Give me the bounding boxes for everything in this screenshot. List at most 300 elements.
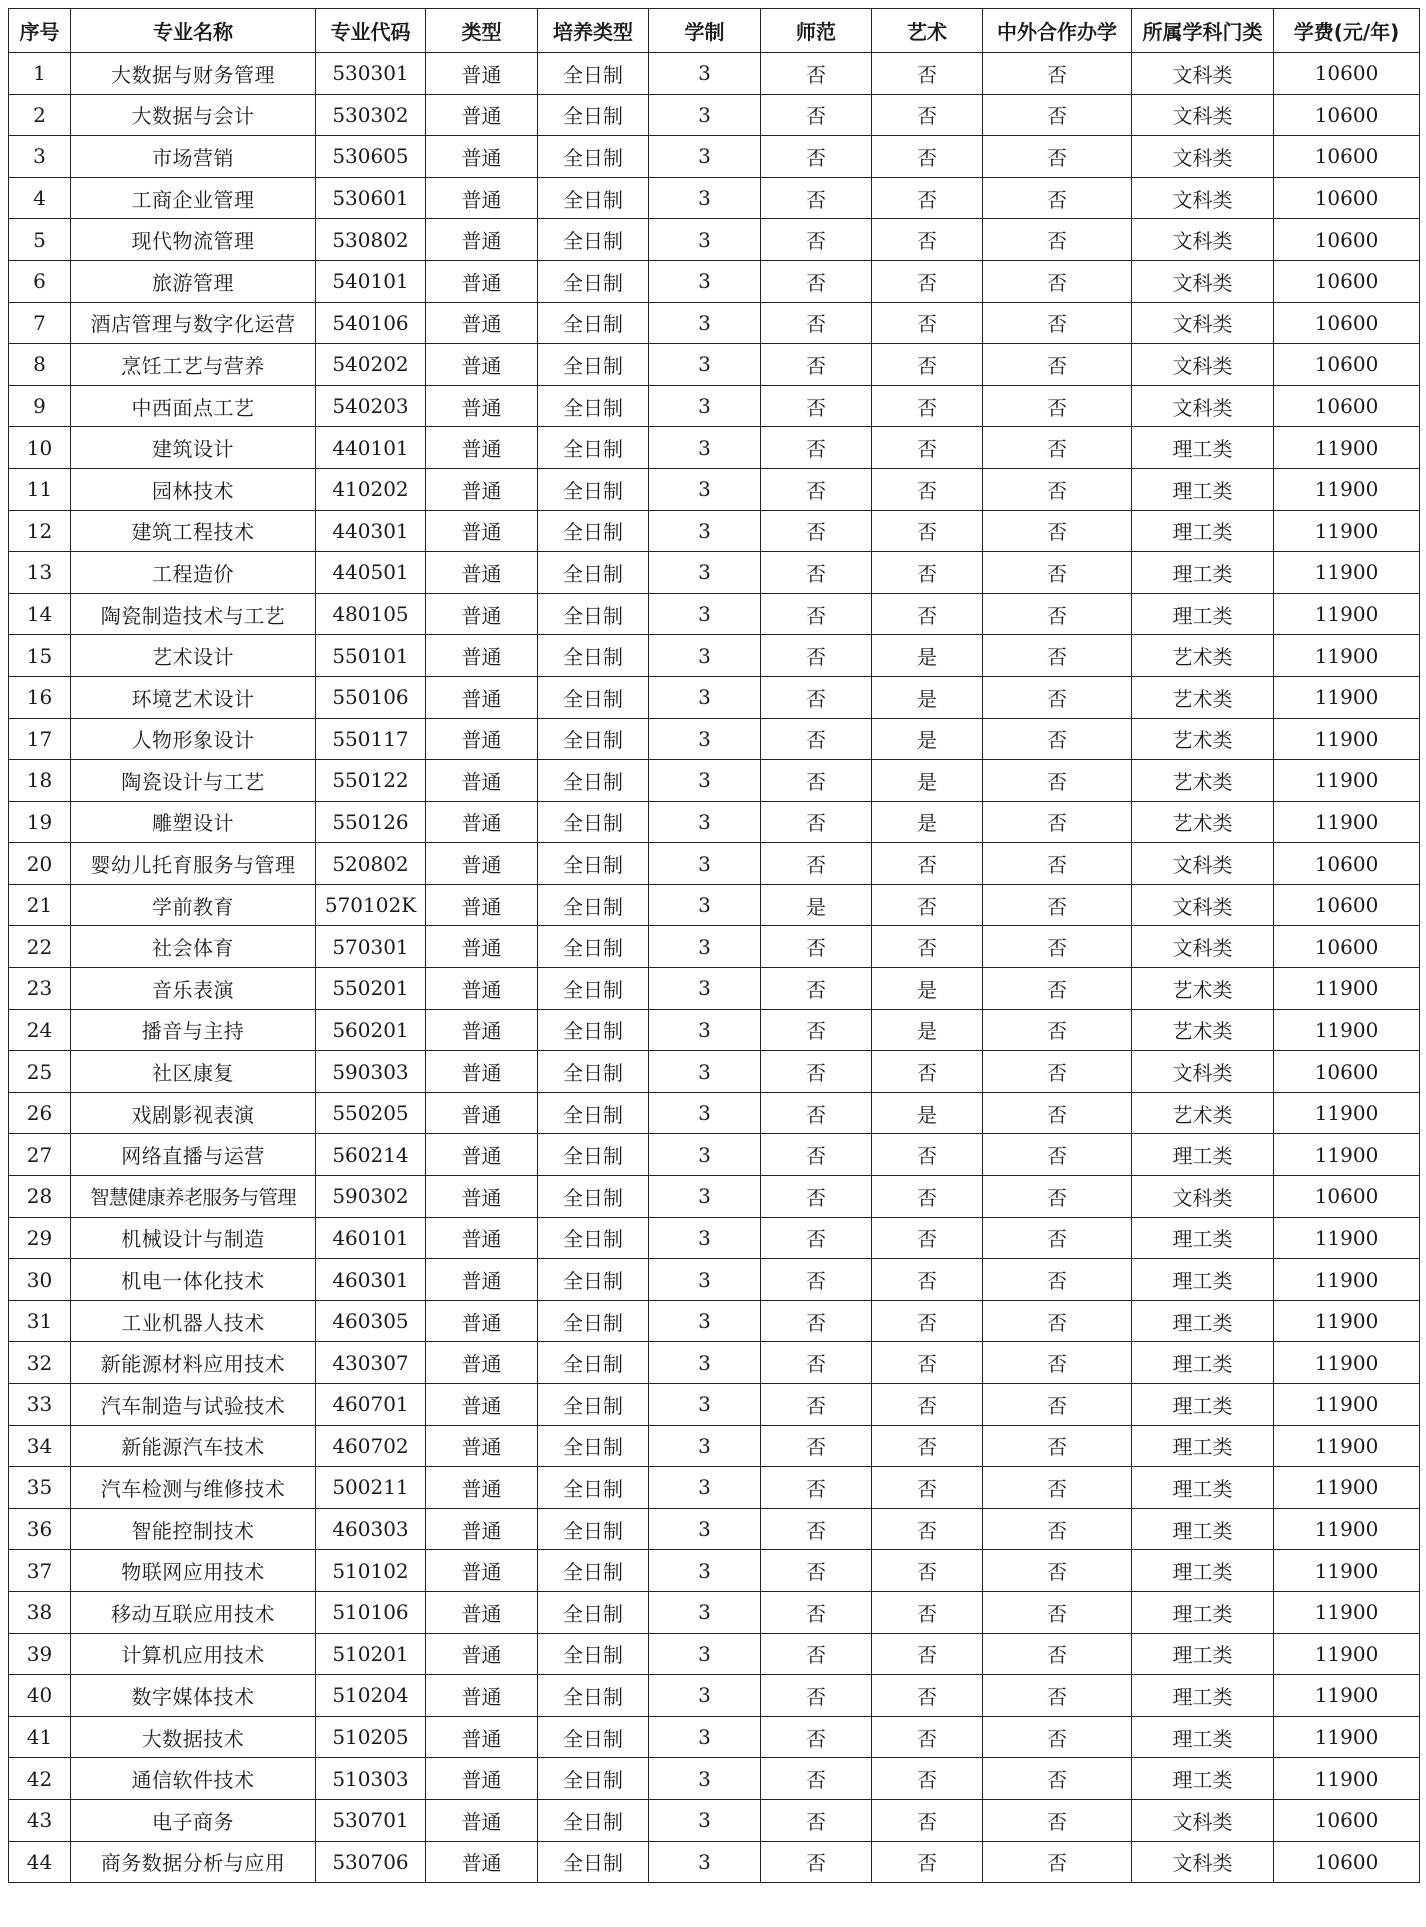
duration-cell: 3 [649, 177, 761, 219]
art-cell: 否 [872, 510, 983, 552]
sino-foreign-cell: 否 [983, 427, 1132, 469]
major-code-cell: 550126 [316, 801, 426, 843]
art-cell: 否 [872, 1176, 983, 1218]
index-cell: 11 [9, 468, 71, 510]
tuition-cell: 10600 [1274, 260, 1420, 302]
normal-cell: 否 [761, 760, 872, 802]
tuition-cell: 11900 [1274, 510, 1420, 552]
training-type-cell: 全日制 [538, 884, 649, 926]
discipline-cell: 文科类 [1132, 219, 1274, 261]
discipline-cell: 理工类 [1132, 1508, 1274, 1550]
duration-cell: 3 [649, 1092, 761, 1134]
duration-cell: 3 [649, 510, 761, 552]
art-cell: 否 [872, 1259, 983, 1301]
sino-foreign-cell: 否 [983, 219, 1132, 261]
training-type-cell: 全日制 [538, 1425, 649, 1467]
training-type-cell: 全日制 [538, 94, 649, 136]
sino-foreign-cell: 否 [983, 1425, 1132, 1467]
major-name-cell: 艺术设计 [71, 635, 316, 677]
normal-cell: 否 [761, 1633, 872, 1675]
art-cell: 否 [872, 1591, 983, 1633]
type-cell: 普通 [426, 53, 538, 95]
discipline-cell: 理工类 [1132, 1550, 1274, 1592]
tuition-cell: 11900 [1274, 1134, 1420, 1176]
art-cell: 否 [872, 1508, 983, 1550]
major-name-cell: 播音与主持 [71, 1009, 316, 1051]
tuition-cell: 11900 [1274, 427, 1420, 469]
art-cell: 否 [872, 1051, 983, 1093]
tuition-cell: 11900 [1274, 1716, 1420, 1758]
type-cell: 普通 [426, 1217, 538, 1259]
header-tuition: 学费(元/年) [1274, 9, 1420, 53]
major-code-cell: 590303 [316, 1051, 426, 1093]
major-name-cell: 建筑工程技术 [71, 510, 316, 552]
discipline-cell: 理工类 [1132, 1425, 1274, 1467]
discipline-cell: 理工类 [1132, 1259, 1274, 1301]
discipline-cell: 文科类 [1132, 385, 1274, 427]
discipline-cell: 文科类 [1132, 926, 1274, 968]
duration-cell: 3 [649, 968, 761, 1010]
tuition-cell: 11900 [1274, 801, 1420, 843]
normal-cell: 否 [761, 1841, 872, 1883]
tuition-cell: 10600 [1274, 94, 1420, 136]
major-name-cell: 物联网应用技术 [71, 1550, 316, 1592]
normal-cell: 否 [761, 635, 872, 677]
normal-cell: 否 [761, 718, 872, 760]
table-row [9, 1217, 1420, 1259]
tuition-cell: 11900 [1274, 1384, 1420, 1426]
major-code-cell: 590302 [316, 1176, 426, 1218]
index-cell: 6 [9, 260, 71, 302]
discipline-cell: 文科类 [1132, 1841, 1274, 1883]
sino-foreign-cell: 否 [983, 1716, 1132, 1758]
major-code-cell: 460303 [316, 1508, 426, 1550]
duration-cell: 3 [649, 1550, 761, 1592]
discipline-cell: 文科类 [1132, 53, 1274, 95]
sino-foreign-cell: 否 [983, 1092, 1132, 1134]
major-code-cell: 570301 [316, 926, 426, 968]
table-row [9, 593, 1420, 635]
art-cell: 否 [872, 94, 983, 136]
duration-cell: 3 [649, 1176, 761, 1218]
type-cell: 普通 [426, 385, 538, 427]
major-name-cell: 社会体育 [71, 926, 316, 968]
discipline-cell: 文科类 [1132, 260, 1274, 302]
training-type-cell: 全日制 [538, 1300, 649, 1342]
duration-cell: 3 [649, 552, 761, 594]
table-row [9, 1425, 1420, 1467]
sino-foreign-cell: 否 [983, 926, 1132, 968]
table-row [9, 1841, 1420, 1883]
duration-cell: 3 [649, 1467, 761, 1509]
discipline-cell: 艺术类 [1132, 801, 1274, 843]
header-training-type: 培养类型 [538, 9, 649, 53]
training-type-cell: 全日制 [538, 760, 649, 802]
major-name-cell: 园林技术 [71, 468, 316, 510]
sino-foreign-cell: 否 [983, 1550, 1132, 1592]
art-cell: 否 [872, 385, 983, 427]
tuition-cell: 11900 [1274, 468, 1420, 510]
type-cell: 普通 [426, 510, 538, 552]
sino-foreign-cell: 否 [983, 1467, 1132, 1509]
major-code-cell: 530706 [316, 1841, 426, 1883]
major-name-cell: 大数据与会计 [71, 94, 316, 136]
table-row [9, 136, 1420, 178]
normal-cell: 否 [761, 1134, 872, 1176]
training-type-cell: 全日制 [538, 1092, 649, 1134]
type-cell: 普通 [426, 177, 538, 219]
index-cell: 7 [9, 302, 71, 344]
normal-cell: 否 [761, 968, 872, 1010]
major-name-cell: 智能控制技术 [71, 1508, 316, 1550]
table-row [9, 884, 1420, 926]
art-cell: 是 [872, 1092, 983, 1134]
duration-cell: 3 [649, 1799, 761, 1841]
duration-cell: 3 [649, 884, 761, 926]
training-type-cell: 全日制 [538, 843, 649, 885]
discipline-cell: 文科类 [1132, 136, 1274, 178]
table-row [9, 1092, 1420, 1134]
art-cell: 否 [872, 1633, 983, 1675]
major-name-cell: 通信软件技术 [71, 1758, 316, 1800]
training-type-cell: 全日制 [538, 1675, 649, 1717]
major-name-cell: 大数据与财务管理 [71, 53, 316, 95]
normal-cell: 否 [761, 676, 872, 718]
training-type-cell: 全日制 [538, 926, 649, 968]
major-name-cell: 人物形象设计 [71, 718, 316, 760]
discipline-cell: 艺术类 [1132, 635, 1274, 677]
duration-cell: 3 [649, 1217, 761, 1259]
major-name-cell: 中西面点工艺 [71, 385, 316, 427]
type-cell: 普通 [426, 1342, 538, 1384]
duration-cell: 3 [649, 53, 761, 95]
header-duration: 学制 [649, 9, 761, 53]
tuition-cell: 11900 [1274, 1591, 1420, 1633]
major-name-cell: 陶瓷设计与工艺 [71, 760, 316, 802]
art-cell: 否 [872, 1384, 983, 1426]
normal-cell: 否 [761, 552, 872, 594]
table-row [9, 177, 1420, 219]
index-cell: 14 [9, 593, 71, 635]
index-cell: 4 [9, 177, 71, 219]
tuition-cell: 11900 [1274, 760, 1420, 802]
discipline-cell: 理工类 [1132, 1675, 1274, 1717]
major-name-cell: 学前教育 [71, 884, 316, 926]
tuition-cell: 10600 [1274, 926, 1420, 968]
major-name-cell: 戏剧影视表演 [71, 1092, 316, 1134]
training-type-cell: 全日制 [538, 468, 649, 510]
tuition-cell: 11900 [1274, 1633, 1420, 1675]
discipline-cell: 艺术类 [1132, 1009, 1274, 1051]
sino-foreign-cell: 否 [983, 510, 1132, 552]
discipline-cell: 文科类 [1132, 344, 1274, 386]
art-cell: 否 [872, 1675, 983, 1717]
normal-cell: 否 [761, 136, 872, 178]
major-name-cell: 机电一体化技术 [71, 1259, 316, 1301]
header-sino-foreign: 中外合作办学 [983, 9, 1132, 53]
index-cell: 38 [9, 1591, 71, 1633]
index-cell: 40 [9, 1675, 71, 1717]
normal-cell: 否 [761, 219, 872, 261]
major-name-cell: 计算机应用技术 [71, 1633, 316, 1675]
art-cell: 否 [872, 53, 983, 95]
index-cell: 9 [9, 385, 71, 427]
major-code-cell: 510205 [316, 1716, 426, 1758]
duration-cell: 3 [649, 219, 761, 261]
major-name-cell: 数字媒体技术 [71, 1675, 316, 1717]
sino-foreign-cell: 否 [983, 1508, 1132, 1550]
index-cell: 5 [9, 219, 71, 261]
index-cell: 18 [9, 760, 71, 802]
sino-foreign-cell: 否 [983, 884, 1132, 926]
index-cell: 28 [9, 1176, 71, 1218]
tuition-cell: 11900 [1274, 1300, 1420, 1342]
table-row [9, 760, 1420, 802]
normal-cell: 否 [761, 801, 872, 843]
art-cell: 否 [872, 1841, 983, 1883]
index-cell: 31 [9, 1300, 71, 1342]
normal-cell: 否 [761, 344, 872, 386]
major-code-cell: 550201 [316, 968, 426, 1010]
normal-cell: 否 [761, 1591, 872, 1633]
sino-foreign-cell: 否 [983, 1217, 1132, 1259]
tuition-cell: 10600 [1274, 53, 1420, 95]
training-type-cell: 全日制 [538, 1633, 649, 1675]
major-name-cell: 汽车检测与维修技术 [71, 1467, 316, 1509]
index-cell: 29 [9, 1217, 71, 1259]
sino-foreign-cell: 否 [983, 1051, 1132, 1093]
table-row [9, 718, 1420, 760]
discipline-cell: 理工类 [1132, 1300, 1274, 1342]
training-type-cell: 全日制 [538, 1508, 649, 1550]
sino-foreign-cell: 否 [983, 968, 1132, 1010]
major-code-cell: 530802 [316, 219, 426, 261]
type-cell: 普通 [426, 1009, 538, 1051]
duration-cell: 3 [649, 260, 761, 302]
duration-cell: 3 [649, 1425, 761, 1467]
index-cell: 44 [9, 1841, 71, 1883]
tuition-cell: 10600 [1274, 136, 1420, 178]
major-name-cell: 工商企业管理 [71, 177, 316, 219]
duration-cell: 3 [649, 94, 761, 136]
discipline-cell: 文科类 [1132, 1799, 1274, 1841]
majors-table [8, 8, 1420, 1883]
table-row [9, 635, 1420, 677]
table-row [9, 552, 1420, 594]
major-name-cell: 婴幼儿托育服务与管理 [71, 843, 316, 885]
index-cell: 35 [9, 1467, 71, 1509]
normal-cell: 否 [761, 385, 872, 427]
training-type-cell: 全日制 [538, 968, 649, 1010]
training-type-cell: 全日制 [538, 302, 649, 344]
tuition-cell: 11900 [1274, 1342, 1420, 1384]
art-cell: 是 [872, 801, 983, 843]
table-row [9, 1508, 1420, 1550]
normal-cell: 是 [761, 884, 872, 926]
duration-cell: 3 [649, 385, 761, 427]
major-name-cell: 智慧健康养老服务与管理 [71, 1176, 316, 1218]
training-type-cell: 全日制 [538, 1009, 649, 1051]
duration-cell: 3 [649, 635, 761, 677]
sino-foreign-cell: 否 [983, 760, 1132, 802]
discipline-cell: 理工类 [1132, 1134, 1274, 1176]
training-type-cell: 全日制 [538, 219, 649, 261]
sino-foreign-cell: 否 [983, 468, 1132, 510]
major-name-cell: 新能源材料应用技术 [71, 1342, 316, 1384]
index-cell: 43 [9, 1799, 71, 1841]
normal-cell: 否 [761, 260, 872, 302]
art-cell: 否 [872, 1134, 983, 1176]
discipline-cell: 理工类 [1132, 593, 1274, 635]
index-cell: 27 [9, 1134, 71, 1176]
training-type-cell: 全日制 [538, 1716, 649, 1758]
discipline-cell: 艺术类 [1132, 718, 1274, 760]
tuition-cell: 10600 [1274, 177, 1420, 219]
normal-cell: 否 [761, 1051, 872, 1093]
duration-cell: 3 [649, 1342, 761, 1384]
type-cell: 普通 [426, 260, 538, 302]
type-cell: 普通 [426, 1591, 538, 1633]
major-code-cell: 460305 [316, 1300, 426, 1342]
tuition-cell: 10600 [1274, 1799, 1420, 1841]
major-name-cell: 电子商务 [71, 1799, 316, 1841]
header-major-name: 专业名称 [71, 9, 316, 53]
normal-cell: 否 [761, 427, 872, 469]
art-cell: 否 [872, 1217, 983, 1259]
sino-foreign-cell: 否 [983, 1675, 1132, 1717]
training-type-cell: 全日制 [538, 53, 649, 95]
type-cell: 普通 [426, 801, 538, 843]
type-cell: 普通 [426, 94, 538, 136]
type-cell: 普通 [426, 843, 538, 885]
discipline-cell: 艺术类 [1132, 760, 1274, 802]
type-cell: 普通 [426, 1758, 538, 1800]
sino-foreign-cell: 否 [983, 1300, 1132, 1342]
type-cell: 普通 [426, 1425, 538, 1467]
type-cell: 普通 [426, 718, 538, 760]
discipline-cell: 理工类 [1132, 1342, 1274, 1384]
type-cell: 普通 [426, 219, 538, 261]
index-cell: 39 [9, 1633, 71, 1675]
table-row [9, 1134, 1420, 1176]
training-type-cell: 全日制 [538, 1841, 649, 1883]
index-cell: 41 [9, 1716, 71, 1758]
discipline-cell: 文科类 [1132, 1051, 1274, 1093]
major-code-cell: 430307 [316, 1342, 426, 1384]
header-discipline: 所属学科门类 [1132, 9, 1274, 53]
sino-foreign-cell: 否 [983, 1384, 1132, 1426]
type-cell: 普通 [426, 427, 538, 469]
duration-cell: 3 [649, 1300, 761, 1342]
tuition-cell: 11900 [1274, 1550, 1420, 1592]
table-row [9, 1799, 1420, 1841]
art-cell: 否 [872, 926, 983, 968]
training-type-cell: 全日制 [538, 1134, 649, 1176]
type-cell: 普通 [426, 760, 538, 802]
art-cell: 否 [872, 1342, 983, 1384]
tuition-cell: 11900 [1274, 1425, 1420, 1467]
tuition-cell: 11900 [1274, 676, 1420, 718]
major-name-cell: 网络直播与运营 [71, 1134, 316, 1176]
index-cell: 10 [9, 427, 71, 469]
normal-cell: 否 [761, 1342, 872, 1384]
training-type-cell: 全日制 [538, 1591, 649, 1633]
duration-cell: 3 [649, 1259, 761, 1301]
duration-cell: 3 [649, 1508, 761, 1550]
discipline-cell: 理工类 [1132, 552, 1274, 594]
art-cell: 否 [872, 1550, 983, 1592]
table-row [9, 510, 1420, 552]
training-type-cell: 全日制 [538, 801, 649, 843]
sino-foreign-cell: 否 [983, 260, 1132, 302]
tuition-cell: 10600 [1274, 884, 1420, 926]
table-header [9, 9, 1420, 53]
training-type-cell: 全日制 [538, 593, 649, 635]
major-code-cell: 530601 [316, 177, 426, 219]
duration-cell: 3 [649, 843, 761, 885]
sino-foreign-cell: 否 [983, 1259, 1132, 1301]
index-cell: 42 [9, 1758, 71, 1800]
major-code-cell: 540202 [316, 344, 426, 386]
sino-foreign-cell: 否 [983, 302, 1132, 344]
type-cell: 普通 [426, 635, 538, 677]
training-type-cell: 全日制 [538, 1758, 649, 1800]
index-cell: 21 [9, 884, 71, 926]
training-type-cell: 全日制 [538, 1051, 649, 1093]
normal-cell: 否 [761, 1259, 872, 1301]
index-cell: 32 [9, 1342, 71, 1384]
tuition-cell: 10600 [1274, 1841, 1420, 1883]
training-type-cell: 全日制 [538, 718, 649, 760]
major-name-cell: 移动互联应用技术 [71, 1591, 316, 1633]
type-cell: 普通 [426, 926, 538, 968]
type-cell: 普通 [426, 302, 538, 344]
table-row [9, 676, 1420, 718]
normal-cell: 否 [761, 1300, 872, 1342]
duration-cell: 3 [649, 593, 761, 635]
art-cell: 否 [872, 1799, 983, 1841]
type-cell: 普通 [426, 1675, 538, 1717]
table-row [9, 1550, 1420, 1592]
duration-cell: 3 [649, 1591, 761, 1633]
table-row [9, 344, 1420, 386]
training-type-cell: 全日制 [538, 1176, 649, 1218]
sino-foreign-cell: 否 [983, 801, 1132, 843]
table-row [9, 302, 1420, 344]
index-cell: 12 [9, 510, 71, 552]
type-cell: 普通 [426, 1508, 538, 1550]
art-cell: 否 [872, 1716, 983, 1758]
art-cell: 否 [872, 468, 983, 510]
sino-foreign-cell: 否 [983, 344, 1132, 386]
type-cell: 普通 [426, 552, 538, 594]
duration-cell: 3 [649, 1675, 761, 1717]
duration-cell: 3 [649, 1384, 761, 1426]
duration-cell: 3 [649, 676, 761, 718]
major-name-cell: 社区康复 [71, 1051, 316, 1093]
major-code-cell: 550106 [316, 676, 426, 718]
sino-foreign-cell: 否 [983, 676, 1132, 718]
duration-cell: 3 [649, 718, 761, 760]
tuition-cell: 11900 [1274, 1009, 1420, 1051]
sino-foreign-cell: 否 [983, 1799, 1132, 1841]
major-code-cell: 570102K [316, 884, 426, 926]
normal-cell: 否 [761, 468, 872, 510]
index-cell: 36 [9, 1508, 71, 1550]
tuition-cell: 10600 [1274, 385, 1420, 427]
type-cell: 普通 [426, 1051, 538, 1093]
training-type-cell: 全日制 [538, 510, 649, 552]
